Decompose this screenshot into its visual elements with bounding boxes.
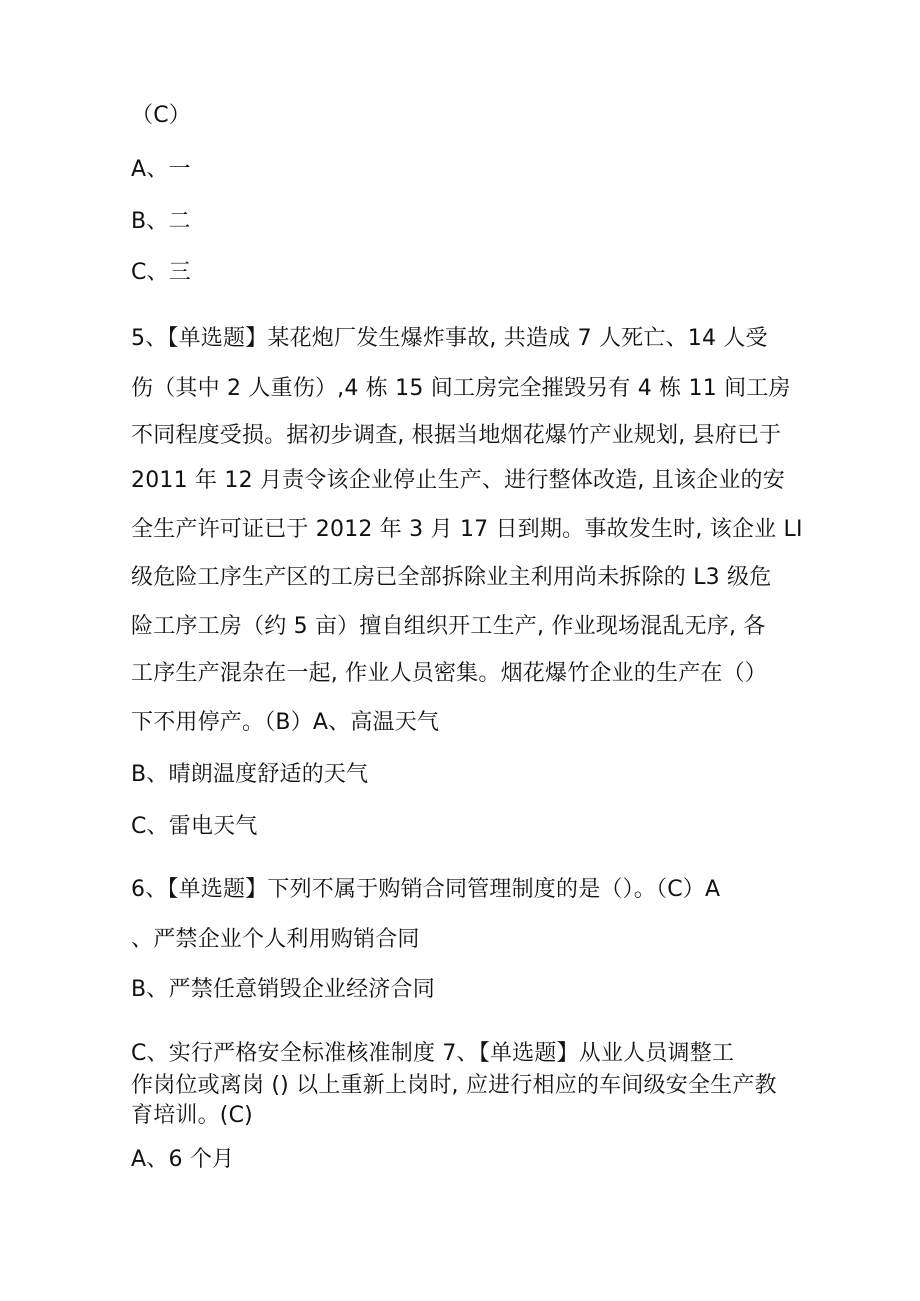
- q5-line-4: 2011 年 12 月责令该企业停止生产、进行整体改造, 且该企业的安: [131, 468, 785, 493]
- q4-option-b: B、二: [131, 209, 191, 234]
- q5-line-8: 工序生产混杂在一起, 作业人员密集。烟花爆竹企业的生产在（）: [131, 661, 767, 686]
- q4-option-c: C、三: [131, 260, 191, 285]
- q5-line-6: 级危险工序生产区的工房已全部拆除业主利用尚未拆除的 L3 级危: [131, 565, 772, 590]
- q5-line-7: 险工序工房（约 5 亩）擅自组织开工生产, 作业现场混乱无序, 各: [131, 614, 766, 639]
- q6-option-b: B、严禁任意销毁企业经济合同: [131, 977, 435, 1002]
- q5-line-9: 下不用停产。（B）A、高温天气: [131, 710, 440, 735]
- q6-line-2: 、严禁企业个人利用购销合同: [131, 927, 420, 952]
- q6-line-1: 6、【单选题】下列不属于购销合同管理制度的是（）。（C）A: [131, 877, 721, 902]
- q7-line-1: C、实行严格安全标准核准制度 7、【单选题】从业人员调整工: [131, 1041, 735, 1066]
- q5-line-2: 伤（其中 2 人重伤）,4 栋 15 间工房完全摧毁另有 4 栋 11 间工房: [131, 376, 791, 401]
- q4-option-a: A、一: [131, 157, 191, 182]
- q5-option-b: B、晴朗温度舒适的天气: [131, 762, 369, 787]
- q7-line-3: 育培训。(C): [131, 1103, 253, 1128]
- q5-line-1: 5、【单选题】某花炮厂发生爆炸事故, 共造成 7 人死亡、14 人受: [131, 326, 768, 351]
- q4-answer: （C）: [131, 103, 191, 128]
- q7-line-2: 作岗位或离岗 () 以上重新上岗时, 应进行相应的车间级安全生产教: [131, 1073, 777, 1098]
- q7-option-a: A、6 个月: [131, 1147, 235, 1172]
- q5-line-5: 全生产许可证已于 2012 年 3 月 17 日到期。事故发生时, 该企业 LI: [131, 517, 803, 542]
- q5-line-3: 不同程度受损。据初步调查, 根据当地烟花爆竹产业规划, 县府已于: [131, 423, 782, 448]
- q5-option-c: C、雷电天气: [131, 814, 258, 839]
